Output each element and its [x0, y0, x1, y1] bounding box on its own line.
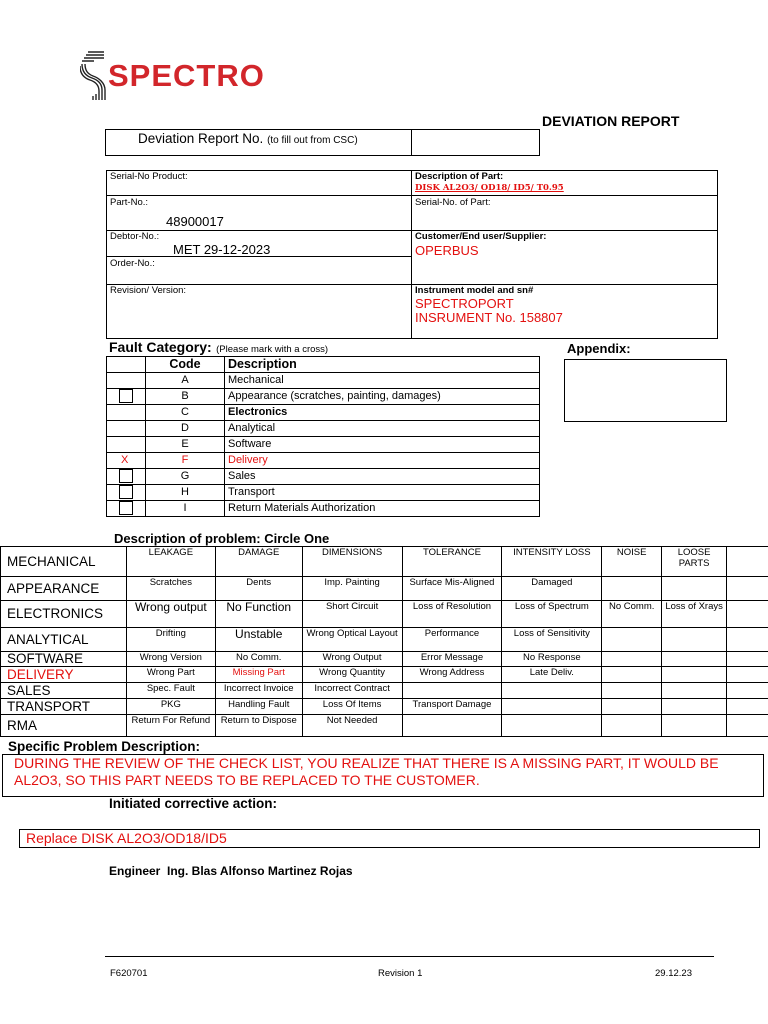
problem-category: SALES [1, 683, 127, 699]
report-title: DEVIATION REPORT [542, 113, 680, 129]
fault-checkbox[interactable] [119, 389, 133, 403]
fault-description: Appearance (scratches, painting, damages) [225, 389, 540, 405]
fault-mark-cell[interactable] [107, 373, 146, 389]
problem-option[interactable] [662, 652, 727, 667]
problem-extra-cell [727, 683, 768, 699]
fault-checkbox[interactable] [119, 485, 133, 499]
fault-description: Electronics [225, 405, 540, 421]
problem-option[interactable]: Transport Damage [402, 699, 502, 715]
description-header: Description [225, 357, 540, 373]
part-no-label: Part-No.: [110, 197, 149, 208]
fault-description: Sales [225, 469, 540, 485]
problem-option[interactable]: Incorrect Contract [302, 683, 402, 699]
problem-option[interactable]: Wrong Quantity [302, 667, 402, 683]
footer-date: 29.12.23 [655, 968, 692, 979]
problem-option[interactable] [662, 683, 727, 699]
problem-category: MECHANICAL [1, 547, 127, 577]
fault-mark-cell[interactable] [107, 389, 146, 405]
customer-value: OPERBUS [415, 243, 479, 258]
problem-option[interactable]: LOOSE PARTS [662, 547, 727, 577]
problem-heading: Description of problem: Circle One [114, 531, 330, 546]
fault-mark-cell[interactable] [107, 485, 146, 501]
footer-form-number: F620701 [110, 968, 148, 979]
order-no-label: Order-No.: [110, 258, 155, 269]
problem-option[interactable]: Loss of Xrays [662, 601, 727, 628]
problem-option[interactable] [602, 699, 662, 715]
problem-row [1, 683, 768, 699]
problem-option[interactable]: PKG [126, 699, 215, 715]
problem-option[interactable]: Loss of Spectrum [502, 601, 602, 628]
problem-option[interactable] [662, 628, 727, 652]
problem-option[interactable]: Handling Fault [215, 699, 302, 715]
footer-divider [105, 956, 714, 957]
problem-option[interactable]: No Function [215, 601, 302, 628]
problem-option[interactable] [602, 683, 662, 699]
fault-category-table [106, 356, 540, 517]
problem-option[interactable] [662, 699, 727, 715]
fault-checkbox[interactable] [119, 501, 133, 515]
fault-mark-cell[interactable] [107, 421, 146, 437]
problem-option[interactable] [662, 577, 727, 601]
revision-label: Revision/ Version: [110, 285, 187, 296]
problem-option[interactable]: Imp. Painting [302, 577, 402, 601]
problem-option[interactable] [662, 667, 727, 683]
problem-row [1, 652, 768, 667]
problem-option[interactable]: Wrong Optical Layout [302, 628, 402, 652]
description-of-part-label: Description of Part: [415, 171, 504, 182]
problem-option[interactable]: Not Needed [302, 715, 402, 737]
debtor-no-value: MET 29-12-2023 [173, 242, 271, 257]
fault-code: D [146, 421, 225, 437]
problem-category: ELECTRONICS [1, 601, 127, 628]
fault-row[interactable] [107, 485, 540, 501]
specific-problem-text: DURING THE REVIEW OF THE CHECK LIST, YOU REALIZE THAT THERE IS A MISSING PART, IT WOULD BE AL2O3, SO THIS PART NEEDS TO BE REPLACED TO THE CUSTOMER. [14, 755, 719, 788]
customer-label: Customer/End user/Supplier: [415, 231, 547, 242]
problem-extra-cell [727, 577, 768, 601]
problem-extra-cell [727, 628, 768, 652]
problem-extra-cell [727, 667, 768, 683]
problem-option[interactable]: Surface Mis-Aligned [402, 577, 502, 601]
problem-option[interactable]: Return to Dispose [215, 715, 302, 737]
problem-option[interactable]: DIMENSIONS [302, 547, 402, 577]
problem-option[interactable] [502, 683, 602, 699]
serial-no-product-label: Serial-No Product: [110, 171, 188, 182]
fault-mark-cell[interactable] [107, 501, 146, 517]
fault-row[interactable] [107, 501, 540, 517]
problem-category: ANALYTICAL [1, 628, 127, 652]
fault-code: G [146, 469, 225, 485]
problem-option[interactable] [402, 683, 502, 699]
problem-category: TRANSPORT [1, 699, 127, 715]
company-logo [80, 50, 280, 105]
problem-option[interactable]: NOISE [602, 547, 662, 577]
problem-extra-cell [727, 715, 768, 737]
fault-mark-cell[interactable] [107, 405, 146, 421]
problem-option[interactable]: Wrong output [126, 601, 215, 628]
problem-row [1, 667, 768, 683]
fault-code: B [146, 389, 225, 405]
fault-code: H [146, 485, 225, 501]
problem-option[interactable] [602, 577, 662, 601]
problem-row [1, 715, 768, 737]
problem-option[interactable]: INTENSITY LOSS [502, 547, 602, 577]
fault-code: A [146, 373, 225, 389]
fault-code: E [146, 437, 225, 453]
problem-row [1, 547, 768, 577]
problem-option[interactable]: Wrong Address [402, 667, 502, 683]
debtor-no-label: Debtor-No.: [110, 231, 160, 242]
problem-option[interactable]: Unstable [215, 628, 302, 652]
problem-option[interactable]: No Comm. [602, 601, 662, 628]
problem-option[interactable]: Loss Of Items [302, 699, 402, 715]
problem-option[interactable]: DAMAGE [215, 547, 302, 577]
problem-option[interactable]: Loss of Sensitivity [502, 628, 602, 652]
corrective-action-heading: Initiated corrective action: [109, 796, 278, 811]
problem-option[interactable]: Wrong Version [126, 652, 215, 667]
fault-checkbox[interactable] [119, 469, 133, 483]
corrective-action-text: Replace DISK AL2O3/OD18/ID5 [26, 830, 227, 846]
problem-option[interactable]: Missing Part [215, 667, 302, 683]
fault-mark-cell[interactable] [107, 437, 146, 453]
problem-option[interactable] [662, 715, 727, 737]
appendix-label: Appendix: [567, 341, 631, 356]
code-header: Code [146, 357, 225, 373]
problem-option[interactable]: Incorrect Invoice [215, 683, 302, 699]
problem-row [1, 699, 768, 715]
instrument-value-1: SPECTROPORT [415, 296, 514, 311]
problem-option[interactable] [502, 699, 602, 715]
fault-mark-cell[interactable] [107, 469, 146, 485]
problem-option[interactable]: Spec. Fault [126, 683, 215, 699]
fault-table-header [107, 357, 540, 373]
problem-option[interactable]: TOLERANCE [402, 547, 502, 577]
fault-code: F [146, 453, 225, 469]
problem-option[interactable]: Late Deliv. [502, 667, 602, 683]
fault-description: Transport [225, 485, 540, 501]
problem-option[interactable]: Return For Refund [126, 715, 215, 737]
description-of-part-value: DISK AL2O3/ OD18/ ID5/ T0.95 [415, 183, 564, 193]
fault-mark-cell[interactable] [107, 453, 146, 469]
problem-option[interactable] [502, 715, 602, 737]
problem-option[interactable]: Performance [402, 628, 502, 652]
problem-option[interactable] [602, 652, 662, 667]
serial-no-part-label: Serial-No. of Part: [415, 197, 491, 208]
problem-option[interactable]: LEAKAGE [126, 547, 215, 577]
problem-category: RMA [1, 715, 127, 737]
fault-code: C [146, 405, 225, 421]
problem-category: APPEARANCE [1, 577, 127, 601]
fault-row[interactable] [107, 389, 540, 405]
problem-category: SOFTWARE [1, 652, 127, 667]
problem-extra-cell [727, 699, 768, 715]
problem-option[interactable]: Scratches [126, 577, 215, 601]
fault-row[interactable] [107, 421, 540, 437]
problem-option[interactable]: Dents [215, 577, 302, 601]
specific-problem-heading: Specific Problem Description: [8, 739, 201, 754]
report-number-field[interactable] [414, 131, 538, 153]
problem-option[interactable]: Short Circuit [302, 601, 402, 628]
appendix-box[interactable] [564, 359, 727, 422]
problem-option[interactable] [602, 715, 662, 737]
problem-row [1, 628, 768, 652]
fault-row[interactable] [107, 373, 540, 389]
problem-option[interactable]: Wrong Output [302, 652, 402, 667]
part-no-value: 48900017 [166, 214, 224, 229]
fault-row[interactable] [107, 405, 540, 421]
footer-revision: Revision 1 [378, 968, 423, 979]
problem-option[interactable]: Loss of Resolution [402, 601, 502, 628]
problem-category: DELIVERY [1, 667, 127, 683]
problem-option[interactable]: No Response [502, 652, 602, 667]
fault-row[interactable] [107, 437, 540, 453]
instrument-label: Instrument model and sn# [415, 285, 534, 296]
problem-option[interactable]: Wrong Part [126, 667, 215, 683]
problem-option[interactable] [602, 628, 662, 652]
instrument-value-2: INSRUMENT No. 158807 [415, 310, 563, 325]
spectro-logo-icon [80, 50, 106, 102]
logo-text: SPECTRO [108, 58, 265, 93]
fault-mark: X [121, 454, 129, 466]
fault-description: Software [225, 437, 540, 453]
fault-row[interactable] [107, 469, 540, 485]
problem-option[interactable] [602, 667, 662, 683]
problem-option[interactable]: Drifting [126, 628, 215, 652]
problem-row [1, 601, 768, 628]
report-number-label: Deviation Report No. (to fill out from CSC) [138, 131, 358, 146]
problem-row [1, 577, 768, 601]
problem-option[interactable]: No Comm. [215, 652, 302, 667]
engineer-name: Engineer Ing. Blas Alfonso Martinez Rojas [109, 864, 353, 878]
fault-row[interactable] [107, 453, 540, 469]
fault-category-heading: Fault Category: (Please mark with a cross) [109, 339, 329, 355]
problem-table [0, 546, 768, 737]
problem-option[interactable] [402, 715, 502, 737]
fault-description: Mechanical [225, 373, 540, 389]
problem-option[interactable]: Error Message [402, 652, 502, 667]
problem-extra-cell [727, 547, 768, 577]
fault-description: Delivery [225, 453, 540, 469]
fault-code: I [146, 501, 225, 517]
problem-extra-cell [727, 652, 768, 667]
problem-extra-cell [727, 601, 768, 628]
fault-description: Analytical [225, 421, 540, 437]
problem-option[interactable]: Damaged [502, 577, 602, 601]
fault-description: Return Materials Authorization [225, 501, 540, 517]
